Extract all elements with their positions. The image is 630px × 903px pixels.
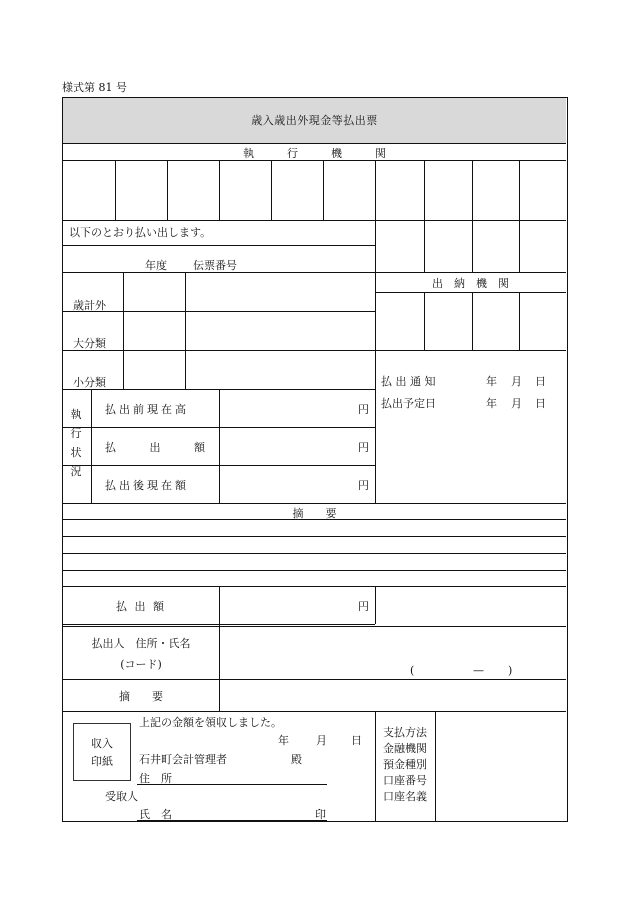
line [519, 160, 520, 272]
line [63, 245, 375, 246]
status-balance-after-label: 払出後現在額 [105, 479, 189, 492]
schedule-year: 年 [486, 397, 497, 410]
line [115, 160, 116, 220]
line [63, 272, 566, 273]
receipt-day: 日 [351, 734, 362, 747]
line [375, 586, 376, 624]
line [375, 711, 376, 821]
category-outside-label: 歳計外 [73, 299, 106, 312]
line [63, 220, 566, 221]
line [63, 536, 566, 537]
line [424, 292, 425, 350]
line [219, 586, 220, 711]
status-balance-before-unit: 円 [358, 403, 369, 416]
schedule-day: 日 [535, 397, 546, 410]
line [323, 160, 324, 220]
payout-amount-label: 払 出 額 [116, 600, 166, 613]
line [63, 586, 566, 587]
voucher-number-label: 伝票番号 [193, 259, 237, 272]
honorific: 殿 [291, 753, 302, 766]
form-number: 様式第 81 号 [62, 81, 127, 94]
line [424, 160, 425, 272]
name-label: 氏 名 [139, 808, 172, 821]
status-balance-before-label: 払出前現在高 [105, 403, 189, 416]
address-underline [137, 784, 327, 785]
receipt-month: 月 [316, 734, 327, 747]
code-close-paren: ) [508, 664, 513, 677]
revenue-stamp-box [73, 723, 131, 781]
statement-text: 以下のとおり払い出します。 [69, 226, 212, 239]
remarks-row-label: 摘 要 [119, 690, 163, 703]
line [185, 272, 186, 389]
line [63, 626, 566, 627]
remarks-header: 摘 要 [292, 507, 337, 520]
code-open-paren: ( [410, 664, 415, 677]
line [375, 160, 376, 503]
line [63, 553, 566, 554]
form-title: 歳入歳出外現金等払出票 [63, 98, 566, 144]
line [63, 503, 566, 504]
line [63, 311, 375, 312]
addressee: 石井町会計管理者 [139, 753, 227, 766]
notice-year: 年 [486, 375, 497, 388]
line [271, 160, 272, 220]
notice-month: 月 [511, 375, 522, 388]
line [63, 350, 566, 351]
status-balance-after-unit: 円 [358, 479, 369, 492]
payout-amount-unit: 円 [358, 600, 369, 613]
account-holder-label: 口座名義 [383, 790, 427, 803]
execution-status-label: 執行状況 [70, 408, 82, 478]
line [375, 292, 566, 293]
status-payout-amount-label: 払 出 額 [105, 441, 205, 454]
deposit-type-label: 預金種別 [383, 758, 427, 771]
financial-institution-label: 金融機関 [383, 742, 427, 755]
seal-mark: 印 [315, 808, 326, 821]
name-underline [137, 820, 327, 821]
cashier-org-header: 出 納 機 関 [432, 277, 509, 290]
receipt-year: 年 [278, 734, 289, 747]
payment-method-label: 支払方法 [383, 726, 427, 739]
line [63, 711, 566, 712]
line [63, 570, 566, 571]
payee-label: 払出人 住所・氏名 [91, 637, 191, 650]
payout-voucher-form [62, 97, 568, 822]
payee-code-label: (コード) [120, 658, 162, 671]
line [219, 389, 220, 503]
exec-org-header: 執 行 機 関 [243, 147, 386, 160]
category-minor-label: 小分類 [73, 376, 106, 389]
payout-notice-label: 払 出 通 知 [381, 375, 436, 388]
line [91, 389, 92, 503]
notice-day: 日 [535, 375, 546, 388]
code-dash: — [473, 664, 484, 677]
line [63, 679, 566, 680]
line [472, 292, 473, 350]
category-major-label: 大分類 [73, 337, 106, 350]
account-number-label: 口座番号 [383, 774, 427, 787]
line [219, 160, 220, 220]
address-label: 住 所 [139, 772, 172, 785]
revenue-stamp-label-2: 印紙 [91, 755, 113, 768]
payout-schedule-label: 払出予定日 [381, 397, 436, 410]
line [123, 272, 124, 389]
revenue-stamp-label-1: 収入 [91, 737, 113, 750]
received-text: 上記の金額を領収しました。 [139, 716, 282, 729]
schedule-month: 月 [511, 397, 522, 410]
status-payout-amount-unit: 円 [358, 441, 369, 454]
line [519, 292, 520, 350]
recipient-label: 受取人 [105, 790, 138, 803]
line [472, 160, 473, 272]
fiscal-year-label: 年度 [145, 259, 167, 272]
line [167, 160, 168, 220]
line [435, 711, 436, 821]
